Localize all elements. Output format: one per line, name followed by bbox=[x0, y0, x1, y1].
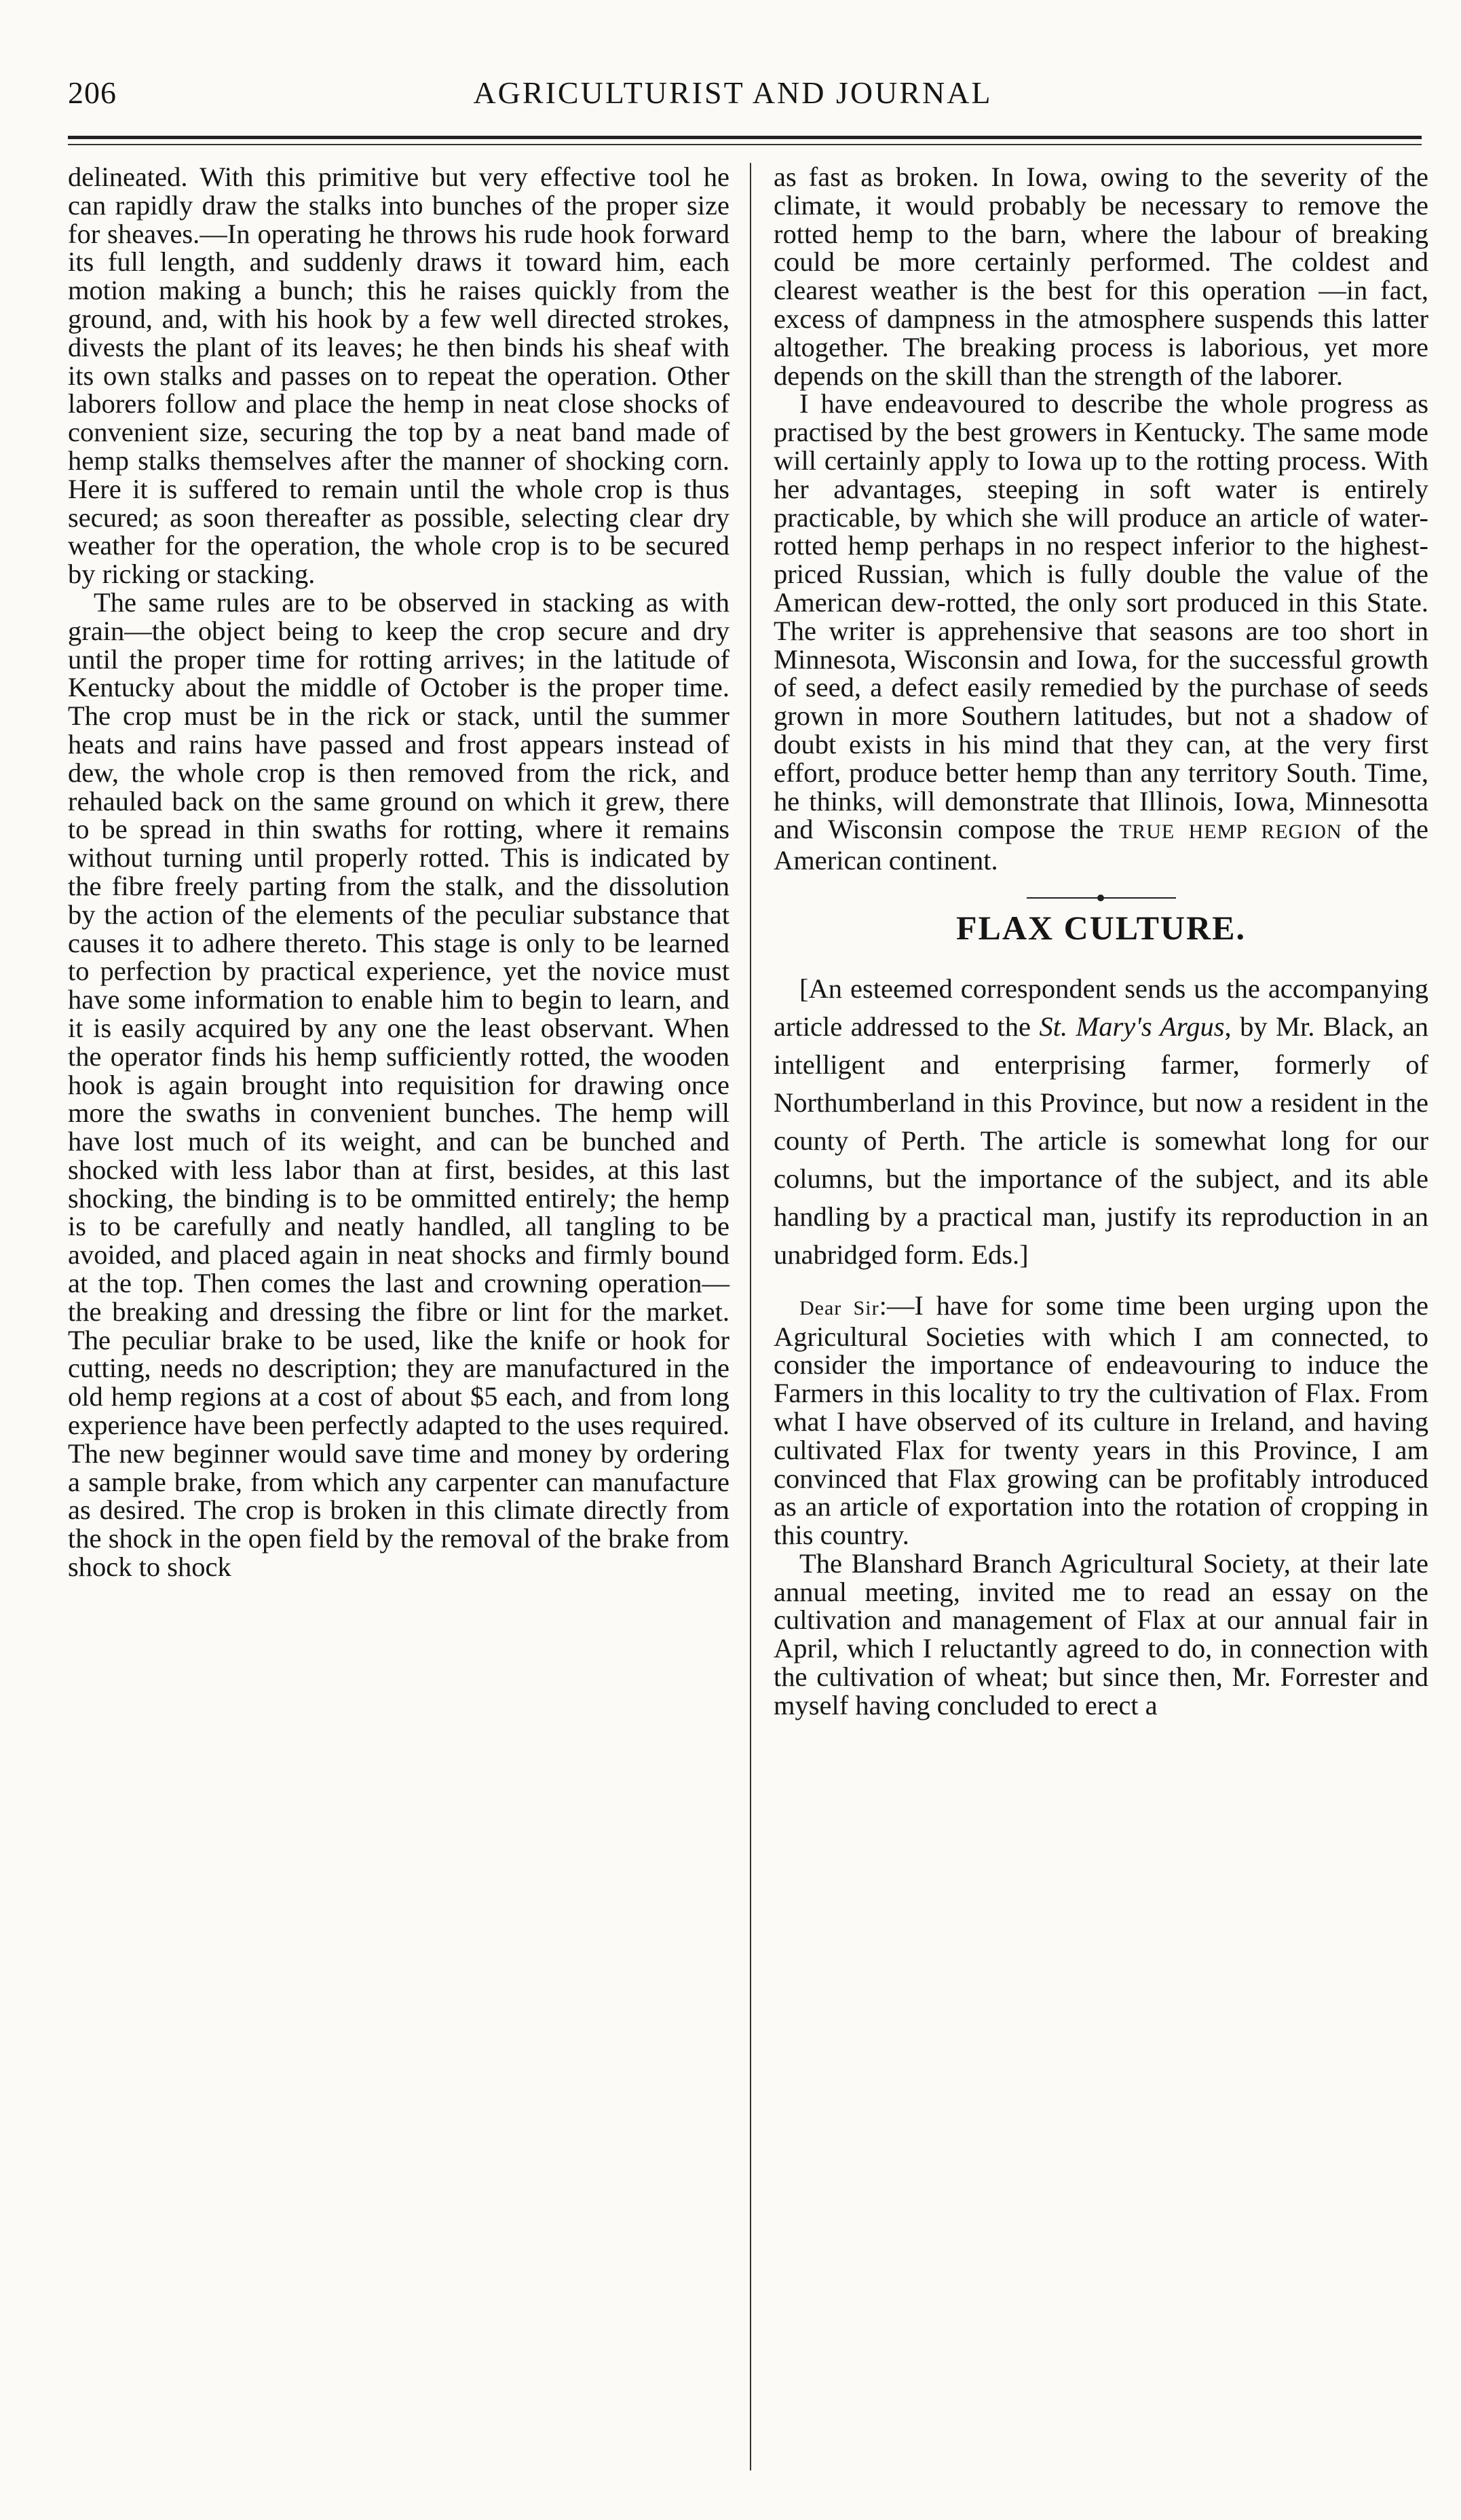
small-caps-phrase: TRUE HEMP REGION bbox=[1118, 821, 1342, 844]
paragraph: The same rules are to be observed in stacking as with grain—the object being to keep the crop secure and dry until the proper time for rotting arrives; in the latitude of Kentucky about the middle of October is the proper time. The crop must be in the rick or stack, until the summer heats and rains have passed and frost appears instead of dew, the whole crop is then removed from the rick, and rehauled back on the same ground on which it grew, there to be spread in thin swaths for rotting, where it remains without turning until properly rotted. This is indicated by the fibre freely parting from the stalk, and the dissolution by the action of the elements of the peculiar substance that causes it to adhere thereto. This stage is only to be learned to perfection by practical experience, yet the novice must have some information to enable him to begin to learn, and it is easily acquired by any one the least observant. When the operator finds his hemp sufficiently rotted, the wooden hook is again brought into requisition for drawing once more the swaths in convenient bunches. The hemp will have lost much of its weight, and can be bunched and shocked with less labor than at first, besides, at this last shocking, the binding is to be ommitted entirely; the hemp is to be carefully and neatly handled, all tangling to be avoided, and placed again in neat shocks and firmly bound at the top. Then comes the last and crowning operation—the breaking and dressing the fibre or lint for the market. The peculiar brake to be used, like the knife or hook for cutting, needs no description; they are manufactured in the old hemp regions at a cost of about $5 each, and from long experience have been perfectly adapted to the uses required. The new beginner would save time and money by ordering a sample brake, from which any carpenter can manufacture as desired. The crop is broken in this climate directly from the shock in the open field by the removal of the brake from shock to shock bbox=[68, 586, 729, 1583]
letter-paragraph: The Blanshard Branch Agricultural Society, at their late annual meeting, invited me to read an essay on the cultivation and management of Flax at our annual fair in April, which I reluctantly agreed to do, in connection with the cultivation of wheat; but since then, Mr. Forrester and myself having concluded to erect a bbox=[774, 1547, 1428, 1720]
running-head: AGRICULTURIST AND JOURNAL bbox=[473, 75, 993, 110]
header-rule bbox=[68, 136, 1422, 139]
paragraph: as fast as broken. In Iowa, owing to the severity of the climate, it would probably be necessary to remove the rotted hemp to the barn, where the labour of breaking could be more certainly performed. The coldest and clearest weather is the best for this operation —in fact, excess of dampness in the atmosphere suspends this latter altogether. The breaking process is laborious, yet more depends on the skill than the strength of the laborer. bbox=[774, 162, 1428, 391]
divider-dot bbox=[1097, 895, 1104, 901]
section-divider bbox=[1027, 894, 1176, 902]
newspaper-name: St. Mary's Argus bbox=[1039, 1011, 1225, 1042]
paragraph-text: I have endeavoured to describe the whole progress as practised by the best growers in Kentucky. The same mode will certainly apply to Iowa up to the rotting process. With her advantages, steeping in soft water is entirely practicable, by which she will produce an article of water-rotted hemp perhaps in no respect inferior to the highest-priced Russian, which is fully double the value of the American dew-rotted, the only sort produced in this State. The writer is apprehensive that seasons are too short in Minnesota, Wisconsin and Iowa, for the successful growth of seed, a defect easily remedied by the purchase of seeds grown in more Southern latitudes, but not a shadow of doubt exists in his mind that they can, at the very first effort, produce better hemp than any territory South. Time, he thinks, will demonstrate that Illinois, Iowa, Minnesotta and Wisconsin compose the bbox=[774, 388, 1428, 845]
page-number: 206 bbox=[68, 75, 117, 110]
paragraph: delineated. With this primitive but very effective tool he can rapidly draw the stalks into bunches of the proper size for sheaves.—In operating he throws his rude hook forward its full length, and suddenly draws it toward him, each motion making a bunch; this he raises quickly from the ground, and, with his hook by a few well directed strokes, divests the plant of its leaves; he then binds his sheaf with its own stalks and passes on to repeat the operation. Other laborers follow and place the hemp in neat close shocks of convenient size, securing the top by a neat band made of hemp stalks themselves after the manner of shocking corn. Here it is suffered to remain until the whole crop is thus secured; as soon thereafter as possible, selecting clear dry weather for the operation, the whole crop is to be secured by ricking or stacking. bbox=[68, 162, 729, 590]
letter-text: :—I have for some time been urging upon the Agricultural Societies with which I am connected, to consider the importance of endeavouring to induce the Farmers in this locality to try the cultivation of Flax. From what I have observed of its culture in Ireland, and having cultivated Flax for twenty years in this Province, I am convinced that Flax growing can be profitably introduced as an article of exportation into the rotation of cropping in this country. bbox=[774, 1290, 1428, 1551]
editorial-text: , by Mr. Black, an intelligent and enterprising farmer, formerly of Northumberland in this Province, but now a resident in the county of Perth. The article is somewhat long for our columns, but the importance of the subject, and its able handling by a practical man, justify its reproduction in an unabridged form. Eds.] bbox=[774, 1011, 1428, 1270]
left-column bbox=[68, 163, 729, 1581]
header-rule-thin bbox=[68, 144, 1422, 145]
column-divider bbox=[750, 163, 751, 2470]
editorial-text: [An esteemed correspondent sends us the accompanying article addressed to the bbox=[774, 973, 1428, 1042]
paragraph-text: of the American continent. bbox=[774, 814, 1429, 876]
spacer bbox=[774, 1274, 1428, 1292]
page-header bbox=[68, 75, 1398, 129]
letter-paragraph bbox=[774, 1292, 1428, 1549]
editorial-note bbox=[774, 970, 1428, 1274]
paragraph bbox=[774, 390, 1428, 875]
section-title: FLAX CULTURE. bbox=[955, 908, 1246, 947]
right-column bbox=[774, 163, 1428, 1720]
letter-salutation: Dear Sir bbox=[799, 1296, 879, 1319]
